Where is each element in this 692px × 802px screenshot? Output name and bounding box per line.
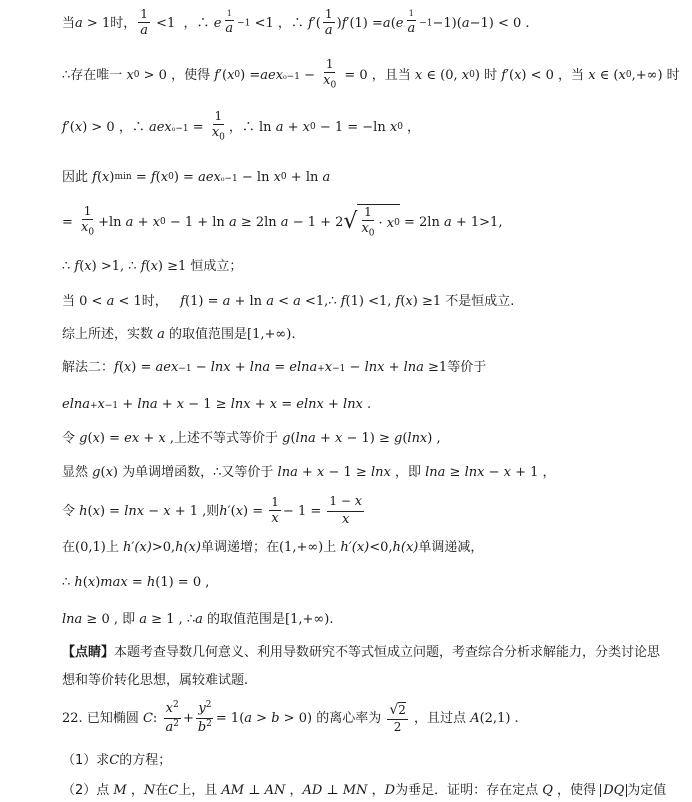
- solution-line-5: = $\frac{1}{x_0}$ +ln a + x 0 − 1 + ln a ≥ 2ln a − 1 + 2 √ $\frac{1}{x_0}$ · x 0 = 2ln a + 1>1,: [62, 204, 503, 239]
- comment-line-2: 想和等价转化思想，属较难试题.: [62, 672, 249, 688]
- solution-line-4: 因此 f ( x ) min = f ( x 0 ) = a e x₀−1 − ln x 0 + ln a: [62, 169, 331, 185]
- solution-line-2: ∴ 存在唯一 x 0 > 0 ， 使得 f ′( x 0 ) = a e x₀−1 − $\frac{1}{x_0}$ = 0 ， 且当 x ∈ (0, x 0 ) 时 f ′( x ) < 0 ， 当 x ∈ ( x 0 ,+∞) 时: [62, 57, 680, 91]
- problem-22-part-1: （1）求 C 的方程；: [62, 752, 172, 768]
- solution-line-10: e lna+x−1 + lna + x − 1 ≥ lnx + x = e lnx + lnx .: [62, 396, 372, 412]
- solution-line-14: 在 (0,1) 上 h′(x) >0, h(x) 单调递增；在 (1,+∞) 上 h′(x) <0, h(x) 单调递减，: [62, 539, 484, 555]
- solution-line-13: 令 h ( x ) = lnx − x + 1 , 则 h ′( x ) = $\frac{1}{x}$ − 1 = $\frac{1 - x}{x}$: [62, 494, 363, 527]
- solution-line-9: 解法二： f ( x ) = a e x−1 − lnx + lna = e lna+x−1 − lnx + lna ≥1 等价于: [62, 359, 487, 375]
- comment-line-1: 【点睛】本题考查导数几何意义、利用导数研究不等式恒成立问题，考查综合分析求解能力，分类讨论思: [62, 644, 661, 660]
- solution-line-1: 当 a > 1 时， $\frac{1}{a}$ <1 ，∴ e $\frac{1}{a}$ −1 <1 ，∴ f ′( $\frac{1}{a}$ ) f ′(1) = a ( e $\frac{1}{a}$ −1 −1)( a −1) < 0 .: [62, 6, 530, 38]
- solution-line-7: 当 0 < a < 1 时， f (1) = a + ln a < a <1,∴ f (1) <1, f ( x ) ≥1 不是恒成立.: [62, 293, 515, 309]
- solution-line-11: 令 g ( x ) = e x + x , 上述不等式等价于 g ( lna + x − 1) ≥ g ( lnx ) ,: [62, 430, 441, 446]
- solution-line-6: ∴ f ( x ) >1, ∴ f ( x ) ≥1 恒成立；: [62, 258, 243, 274]
- solution-line-3: f ′( x ) > 0 ，∴ a e x₀−1 = $\frac{1}{x_0}$ ，∴ ln a + x 0 − 1 = −ln x 0 ，: [62, 109, 421, 143]
- problem-22-statement: 22. 已知椭圆 C : $\frac{x^2}{a^2}$ + $\frac{y^2}{b^2}$ = 1( a > b > 0) 的离心率为 √ 2 2 ， 且过点 A (2,1) .: [62, 700, 519, 735]
- problem-22-part-2: （2）点 M ， N 在 C 上，且 AM ⊥ AN ， AD ⊥ MN ， D 为垂足．证明：存在定点 Q ， 使得 DQ 为定值: [62, 782, 667, 798]
- solution-line-15: ∴ h ( x ) max = h (1) = 0 ,: [62, 574, 210, 590]
- solution-line-16: lna ≥ 0 , 即 a ≥ 1 , ∴ a 的取值范围是 [1,+∞).: [62, 611, 334, 627]
- solution-line-8: 综上所述，实数 a 的取值范围是 [1,+∞).: [62, 326, 296, 342]
- solution-line-12: 显然 g ( x ) 为单调增函数，∴又等价于 lna + x − 1 ≥ lnx ， 即 lna ≥ lnx − x + 1 ，: [62, 464, 556, 480]
